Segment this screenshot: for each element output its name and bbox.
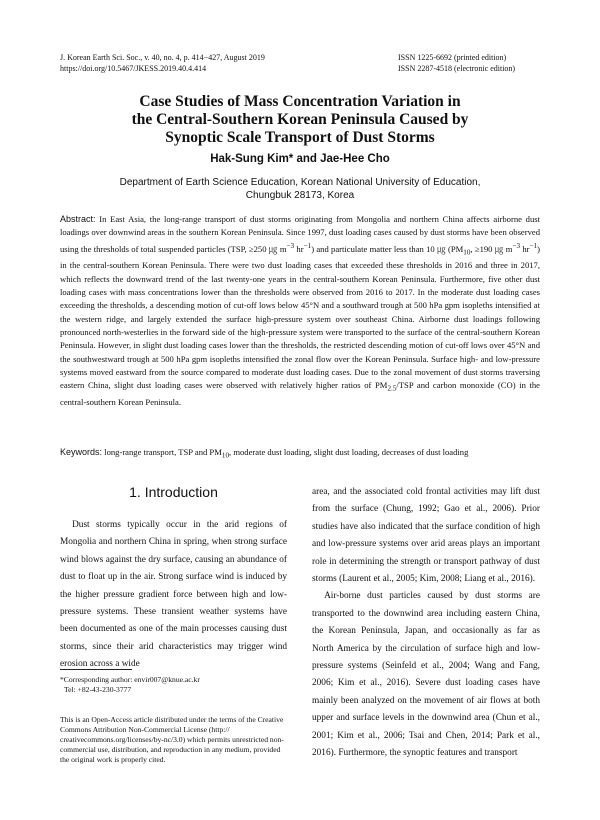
right-column — [312, 484, 540, 763]
section-heading-introduction: 1. Introduction — [129, 484, 218, 500]
title-line: Synoptic Scale Transport of Dust Storms — [165, 129, 435, 146]
paper-title — [0, 93, 600, 147]
title-line: Case Studies of Mass Concentration Variation in — [139, 93, 461, 110]
abstract-text: ) and particulate matter less than 10 ㎍ (PM — [311, 243, 464, 254]
abstract — [60, 213, 540, 409]
corresponding-phone: Tel: +82-43-230-3777 — [64, 685, 132, 694]
abstract-text: ) in the central-southern Korean Peninsula. There were two dust loading cases that exceeded these thresholds in 2016 and three in 2017, which reflects the downward trend of the last twenty-one years in the central-southern Korean Peninsula. Furthermore, five other dust loading cases with mass concentrations lower than the thresholds were observed from 2016 to 2017. In the moderate dust loading cases exceeding the thresholds, a descending motion of cut-off lows below 45°N and a southward trough at 500 hPa gpm isopleths intensified at the western ridge, and largely extended the surface high-pressure system over southeast China. Airborne dust loadings following pronounced north-westerlies in the forward side of the high-pressure system were transported to the surface of the central-southern Korean Peninsula. However, in slight dust loading cases lower than the thresholds, the restricted descending motion of cut-off lows over 45°N and the southwestward trough at 500 hPa gpm isopleths intensified the zonal flow over the Korean Peninsula. Surface high- and low-pressure systems moved eastward from the source compared to moderate dust loading cases. Due to the zonal movement of dust storms traversing eastern China, slight dust loading cases were observed with relatively higher ratios of PM — [60, 243, 541, 391]
keywords-text: , moderate dust loading, slight dust loading, decreases of dust loading — [229, 447, 469, 457]
keywords-text: long-range transport, TSP and PM — [102, 447, 222, 457]
abstract-label: Abstract: — [60, 214, 96, 224]
running-header-left — [60, 52, 265, 74]
abstract-sup: −3 — [286, 241, 295, 250]
footnote-divider — [60, 669, 132, 670]
abstract-text: hr — [294, 243, 304, 254]
paragraph: Air-borne dust particles caused by dust storms are transported to the downwind area including eastern China, the Korean Peninsula, Japan, and occasionally as far as North America by the circulation of surface high and low-pressure systems (Seinfeld et al., 2004; Wang and Fang, 2006; Kim et al., 2016). Severe dust loading cases have mainly been analyzed on the movement of air flows at both upper and surface levels in the downwind area (Chun et al., 2001; Kim et al., 2006; Tsai and Chen, 2014; Park et al., 2016). Furthermore, the synoptic features and transport — [312, 591, 540, 759]
abstract-text: hr — [520, 243, 530, 254]
paragraph: area, and the associated cold frontal activities may lift dust from the surface (Chung, 1992; Gao et al., 2006). Prior studies have also indicated that the surface condition of high and low-pressure systems over arid areas plays an important role in determining the strength or transport pathway of dust storms (Laurent et al., 2005; Kim, 2008; Liang et al., 2016). — [312, 487, 540, 585]
abstract-text: , ≥190 ㎍ m — [470, 243, 513, 254]
doi-link[interactable]: https://doi.org/10.5467/JKESS.2019.40.4.414 — [60, 64, 207, 73]
license-footnote: This is an Open-Access article distributed under the terms of the Creative Commons Attribution Non-Commercial License (http:// creativecommons.org/licenses/by-nc/3.0) which permits unrestricted non-commercial use, distribution, and reproduction in any medium, provided the original work is properly cited. — [60, 715, 284, 764]
corresponding-author-footnote — [60, 675, 287, 695]
keywords-sub: 10 — [221, 451, 230, 460]
issn-print: ISSN 1225-6692 (printed edition) — [398, 53, 507, 62]
abstract-text: /TSP and carbon monoxide (CO) in the central-southern Korean Peninsula. — [60, 380, 540, 408]
abstract-sup: −1 — [303, 241, 312, 250]
abstract-sup: −1 — [529, 241, 538, 250]
abstract-sub: 10 — [463, 248, 471, 257]
keywords-label: Keywords: — [60, 447, 103, 457]
keywords — [60, 446, 540, 462]
paragraph: Dust storms typically occur in the arid regions of Mongolia and northern China in spring, when strong surface wind blows against the dry surface, causing an abundance of dust to float up in the air. Strong surface wind is induced by the higher pressure gradient force between high and low-pressure systems. These transient weather systems have been documented as one of the main processes causing dust storms, since their arid characteristics may trigger wind erosion across a wide — [60, 520, 287, 670]
title-line: the Central-Southern Korean Peninsula Caused by — [131, 111, 469, 128]
affiliation-line: Department of Earth Science Education, Korean National University of Education, — [119, 177, 481, 188]
affiliation-line: Chungbuk 28173, Korea — [245, 190, 355, 201]
author-list: Hak-Sung Kim* and Jae-Hee Cho — [210, 153, 390, 165]
issn-electronic: ISSN 2287-4518 (electronic edition) — [398, 64, 516, 73]
journal-citation: J. Korean Earth Sci. Soc., v. 40, no. 4, p. 414−427, August 2019 — [60, 53, 265, 62]
abstract-text: In East Asia, the long-range transport of dust storms originating from Mongolia and northern China affects airborne dust loadings over downwind areas in the southern Korean Peninsula. Since 1997, dust loading cases caused by dust storms have been observed using the thresholds of total suspended particles (TSP, ≥250 ㎍ m — [60, 214, 540, 254]
abstract-sup: −3 — [512, 241, 521, 250]
corresponding-email: *Corresponding author: envir007@knue.ac.kr — [60, 675, 200, 684]
left-column — [60, 517, 287, 674]
running-header-right — [398, 52, 515, 74]
abstract-sub: 2.5 — [387, 384, 397, 393]
affiliation — [0, 176, 600, 202]
